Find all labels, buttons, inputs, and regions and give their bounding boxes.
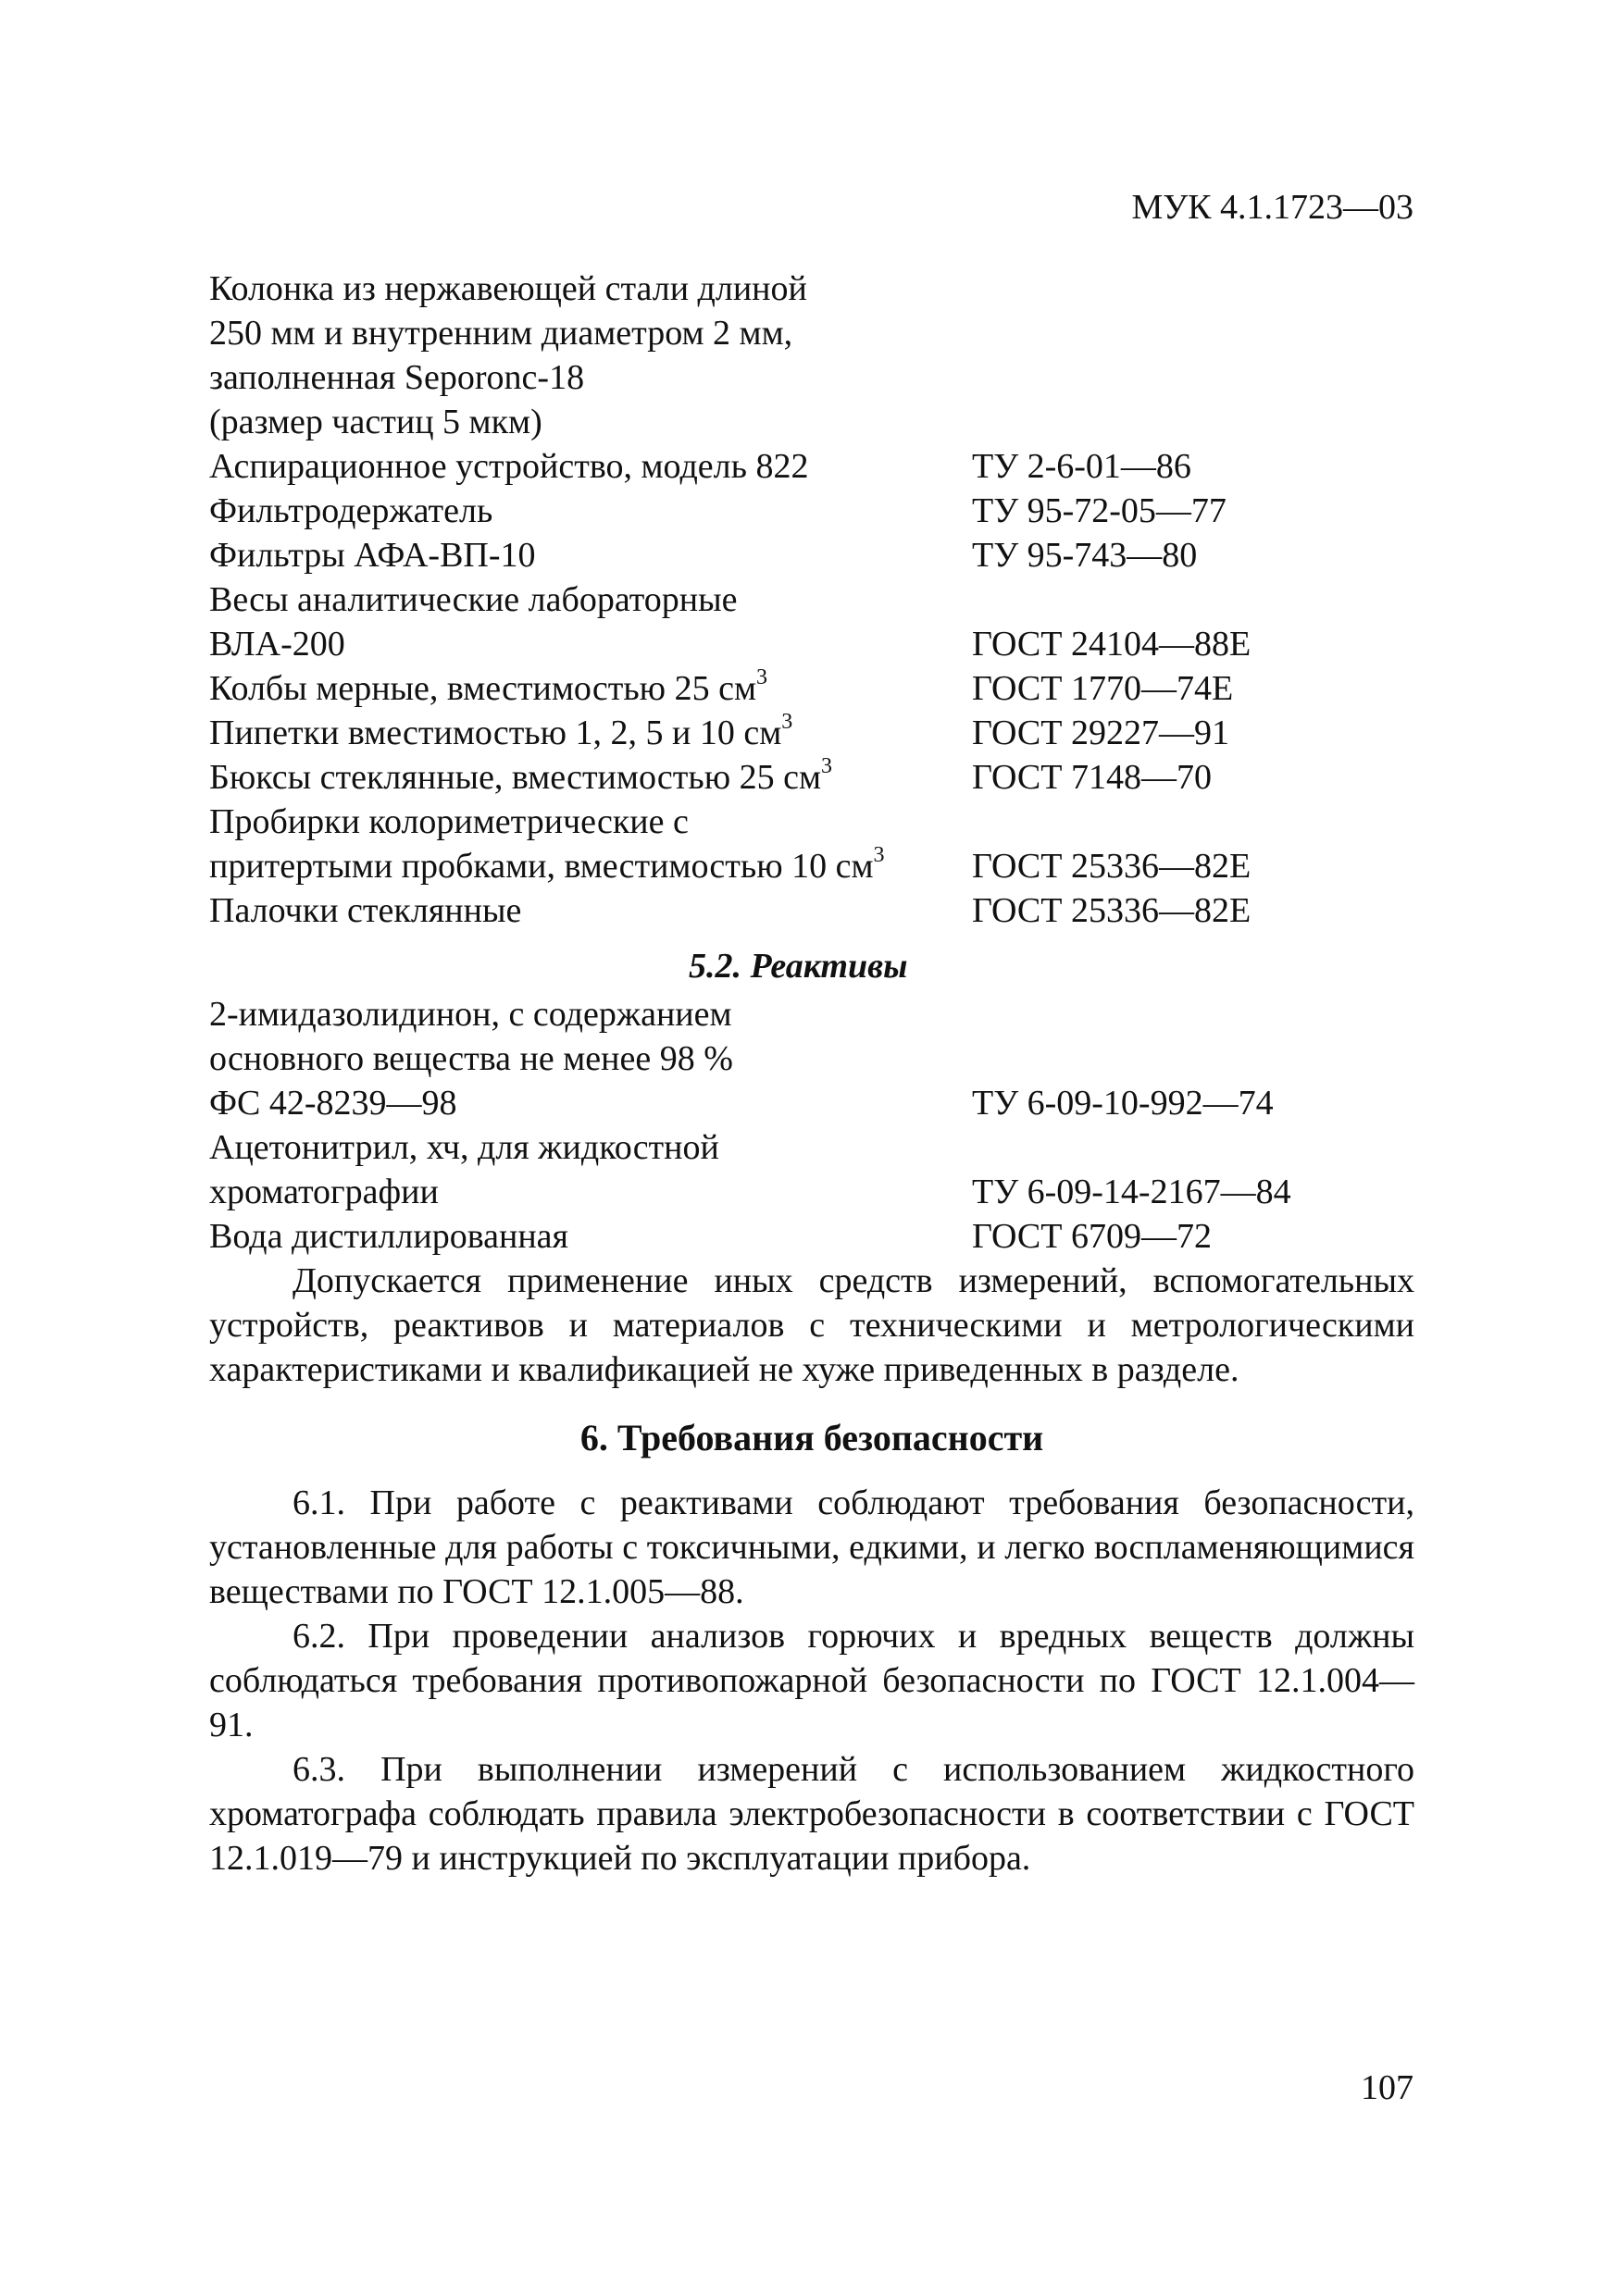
unit-superscript: 3 xyxy=(873,843,885,868)
reagent-row xyxy=(209,1125,1414,1170)
reagents-list xyxy=(209,992,1414,1259)
equipment-row xyxy=(209,577,1414,622)
equipment-row xyxy=(209,267,1414,311)
equipment-name: Палочки стеклянные xyxy=(209,891,522,930)
allowance-paragraph: Допускается применение иных средств измерений, вспомогательных устройств, реактивов и материалов с техническими и метрологическими характеристиками и квалификацией не хуже приведенных в разделе. xyxy=(209,1261,1414,1389)
safety-paragraph-6-3: 6.3. При выполнении измерений с использованием жидкостного хроматографа соблюдать правила электробезопасности в соответствии с ГОСТ 12.1.019—79 и инструкцией по эксплуатации прибора. xyxy=(209,1750,1414,1878)
unit-superscript: 3 xyxy=(756,665,767,690)
equipment-row xyxy=(209,355,1414,400)
equipment-spec: ГОСТ 25336—82Е xyxy=(972,847,1252,886)
equipment-row xyxy=(209,800,1414,844)
reagent-row xyxy=(209,1081,1414,1125)
equipment-row xyxy=(209,888,1414,933)
equipment-row xyxy=(209,622,1414,666)
equipment-row xyxy=(209,444,1414,489)
equipment-spec: ТУ 2-6-01—86 xyxy=(972,447,1191,486)
reagent-spec: ГОСТ 6709—72 xyxy=(972,1217,1212,1256)
equipment-name-with-unit xyxy=(209,755,832,800)
equipment-row xyxy=(209,533,1414,577)
reagent-name: 2-имидазолидинон, с содержанием xyxy=(209,995,732,1034)
reagent-spec: ТУ 6-09-10-992—74 xyxy=(972,1084,1274,1123)
reagent-name: Ацетонитрил, хч, для жидкостной xyxy=(209,1128,719,1167)
equipment-name: Колонка из нержавеющей стали длиной xyxy=(209,269,807,308)
section-6-title: 6. Требования безопасности xyxy=(579,1417,1044,1458)
equipment-row xyxy=(209,844,1414,888)
equipment-list xyxy=(209,267,1414,933)
reagent-name: Вода дистиллированная xyxy=(209,1217,569,1256)
equipment-name: Пипетки вместимостью 1, 2, 5 и 10 см xyxy=(209,714,782,752)
equipment-name: притертыми пробками, вместимостью 10 см xyxy=(209,847,874,886)
safety-paragraph-6-1: 6.1. При работе с реактивами соблюдают требования безопасности, установленные для работы с токсичными, едкими, и легко воспламеняющимися веществами по ГОСТ 12.1.005—88. xyxy=(209,1483,1414,1611)
reagent-row xyxy=(209,1214,1414,1259)
equipment-spec: ГОСТ 1770—74Е xyxy=(972,669,1234,708)
reagent-name: ФС 42-8239—98 xyxy=(209,1084,457,1123)
reagent-row xyxy=(209,1170,1414,1214)
document-code: МУК 4.1.1723—03 xyxy=(1131,188,1414,227)
equipment-row xyxy=(209,489,1414,533)
equipment-name: ВЛА-200 xyxy=(209,625,345,664)
equipment-name: Фильтродержатель xyxy=(209,491,493,530)
equipment-name: Аспирационное устройство, модель 822 xyxy=(209,447,809,486)
equipment-spec: ГОСТ 29227—91 xyxy=(972,714,1229,752)
reagent-spec: ТУ 6-09-14-2167—84 xyxy=(972,1173,1291,1211)
equipment-row xyxy=(209,400,1414,444)
equipment-spec: ГОСТ 7148—70 xyxy=(972,758,1212,797)
equipment-name: Колбы мерные, вместимостью 25 см xyxy=(209,669,756,708)
equipment-name-with-unit xyxy=(209,666,767,711)
equipment-name: заполненная Seporonc-18 xyxy=(209,358,585,397)
unit-superscript: 3 xyxy=(781,710,793,735)
equipment-spec: ТУ 95-743—80 xyxy=(972,536,1198,575)
reagents-heading: 5.2. Реактивы xyxy=(689,947,908,986)
equipment-row xyxy=(209,755,1414,800)
reagent-row xyxy=(209,992,1414,1036)
equipment-name: Фильтры АФА-ВП-10 xyxy=(209,536,536,575)
safety-paragraph-6-2: 6.2. При проведении анализов горючих и вредных веществ должны соблюдаться требования противопожарной безопасности по ГОСТ 12.1.004—91. xyxy=(209,1617,1414,1744)
equipment-name: 250 мм и внутренним диаметром 2 мм, xyxy=(209,314,793,353)
equipment-name-with-unit xyxy=(209,844,885,888)
equipment-name: Весы аналитические лабораторные xyxy=(209,580,738,619)
equipment-row xyxy=(209,666,1414,711)
equipment-row xyxy=(209,311,1414,355)
page-content xyxy=(209,267,1414,1880)
equipment-spec: ГОСТ 25336—82Е xyxy=(972,891,1252,930)
equipment-name: (размер частиц 5 мкм) xyxy=(209,403,542,441)
equipment-row xyxy=(209,711,1414,755)
equipment-spec: ГОСТ 24104—88Е xyxy=(972,625,1252,664)
equipment-name-with-unit xyxy=(209,711,792,755)
unit-superscript: 3 xyxy=(821,754,832,779)
equipment-name: Бюксы стеклянные, вместимостью 25 см xyxy=(209,758,821,797)
equipment-name: Пробирки колориметрические с xyxy=(209,802,689,841)
reagent-row xyxy=(209,1036,1414,1081)
reagent-name: хроматографии xyxy=(209,1173,439,1211)
page-number: 107 xyxy=(1361,2068,1414,2107)
reagent-name: основного вещества не менее 98 % xyxy=(209,1039,733,1078)
equipment-spec: ТУ 95-72-05—77 xyxy=(972,491,1227,530)
